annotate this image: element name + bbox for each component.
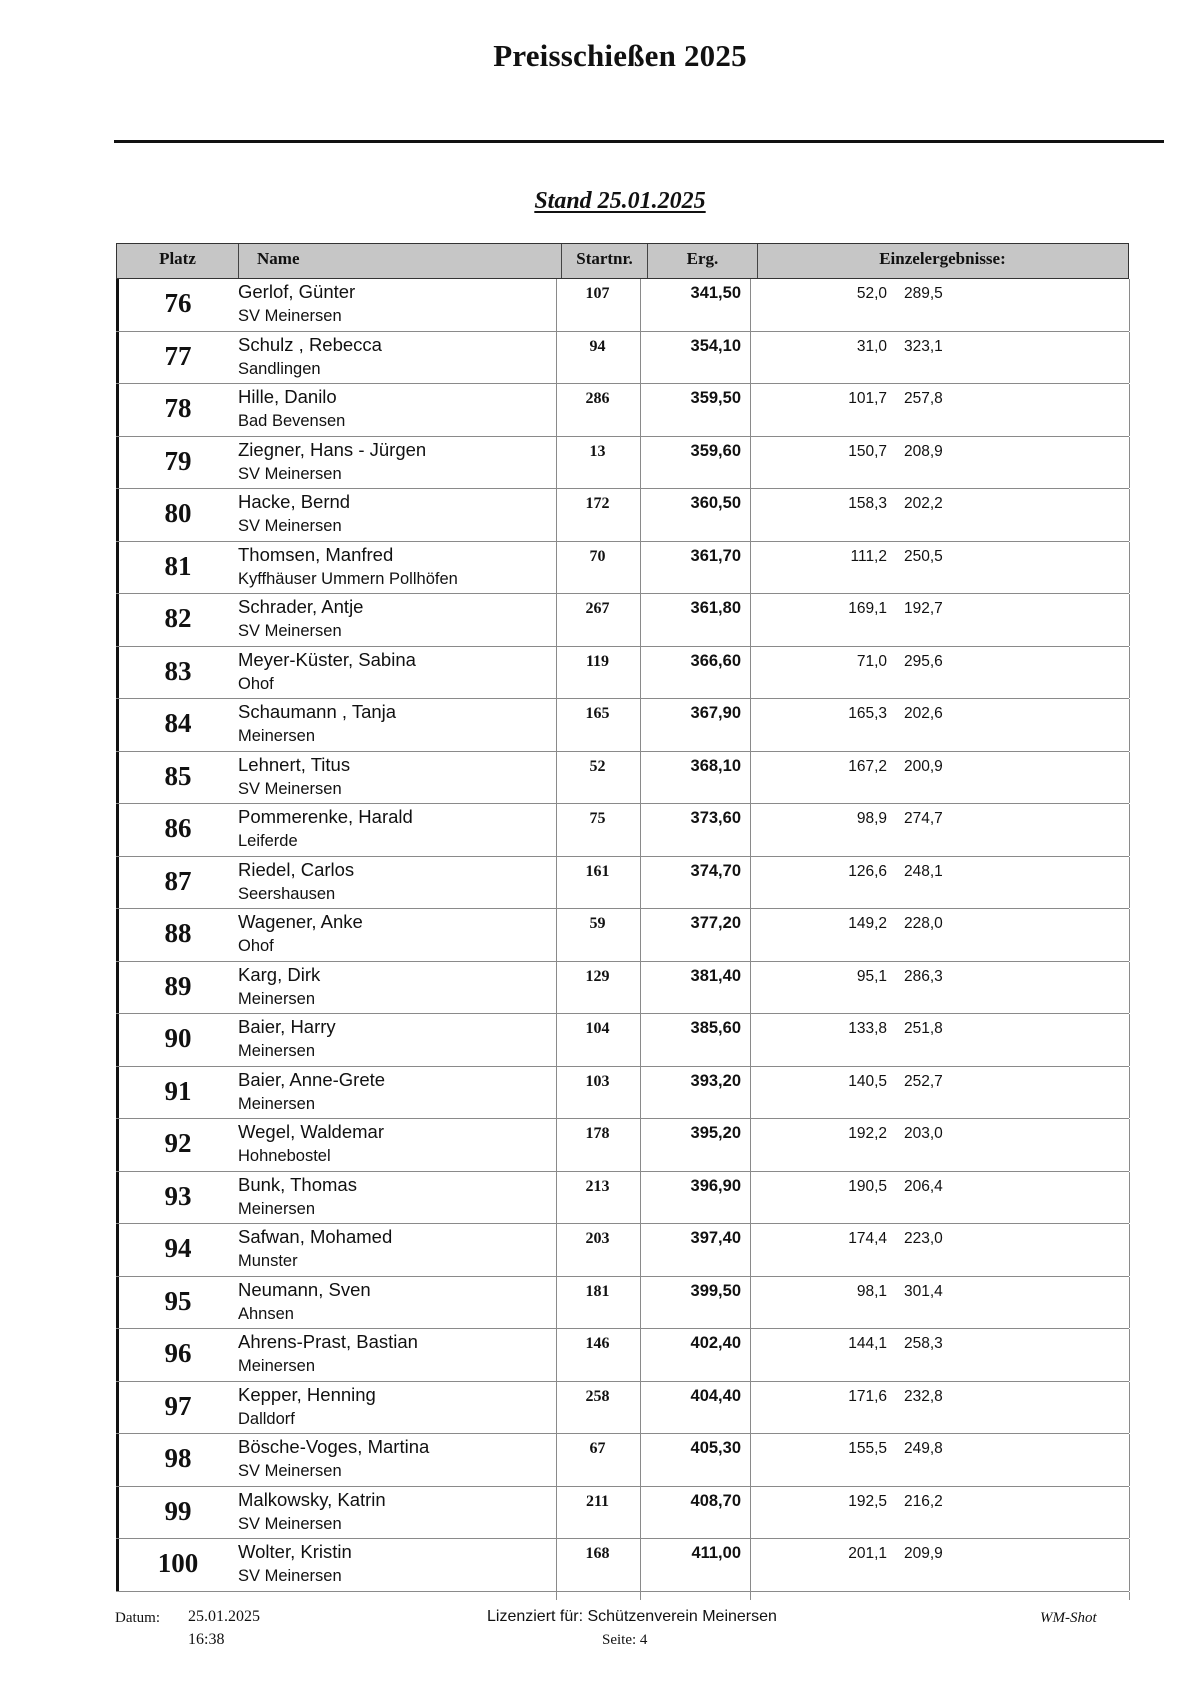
row-name: Bösche-Voges, Martina: [238, 1436, 430, 1457]
row-einzel-2: 257,8: [904, 390, 943, 407]
row-einzel-2: 192,7: [904, 600, 943, 617]
column-divider: [750, 857, 751, 909]
row-erg: 367,90: [690, 704, 741, 722]
row-platz: 93: [164, 1180, 192, 1211]
row-name: Wolter, Kristin: [238, 1541, 352, 1562]
row-einzel-1: 140,5: [848, 1072, 887, 1090]
column-divider: [750, 332, 751, 384]
stand-date: Stand 25.01.2025: [534, 188, 706, 214]
row-einzel-1: 150,7: [848, 442, 887, 460]
row-erg: 402,40: [690, 1334, 741, 1352]
row-erg: 399,50: [690, 1281, 741, 1300]
row-club: Leiferde: [238, 832, 298, 850]
row-einzel-2: 250,5: [904, 547, 943, 565]
results-table: [116, 243, 1129, 1600]
table-row: [116, 909, 1129, 962]
row-einzel-1: 192,5: [848, 1492, 887, 1510]
row-erg: 373,60: [690, 809, 741, 827]
row-club: SV Meinersen: [238, 622, 342, 640]
row-erg: 361,70: [690, 546, 741, 565]
row-erg: 393,20: [690, 1071, 741, 1090]
row-name: Baier, Anne-Grete: [238, 1068, 386, 1090]
row-einzel-2: 202,6: [904, 705, 943, 722]
row-platz: 92: [164, 1128, 192, 1158]
row-platz: 91: [164, 1075, 192, 1106]
row-platz: 98: [164, 1443, 192, 1473]
row-erg: 404,40: [690, 1386, 741, 1405]
row-club: SV Meinersen: [238, 1567, 342, 1585]
table-row: [116, 1434, 1129, 1487]
column-divider: [1129, 1277, 1130, 1329]
row-platz: 85: [164, 760, 192, 791]
row-platz: 78: [164, 393, 192, 423]
col-startnr: Startnr.: [561, 244, 647, 278]
row-erg: 374,70: [690, 861, 741, 880]
row-platz: 97: [164, 1390, 192, 1421]
row-startnr: 211: [585, 1492, 610, 1510]
row-club: Sandlingen: [238, 359, 321, 378]
row-club: Meinersen: [238, 1199, 316, 1218]
column-divider: [1129, 384, 1130, 436]
row-platz: 100: [157, 1548, 199, 1578]
row-name: Gerlof, Günter: [238, 281, 356, 302]
row-erg: 366,60: [690, 651, 741, 670]
column-divider: [750, 437, 751, 489]
row-einzel-2: 289,5: [904, 285, 943, 302]
row-platz: 89: [164, 970, 192, 1001]
row-einzel-2: 228,0: [904, 915, 943, 932]
row-club: Bad Bevensen: [238, 412, 346, 430]
column-divider: [750, 1224, 751, 1276]
table-row: [116, 1172, 1129, 1225]
row-club: Meinersen: [238, 727, 316, 745]
table-row: [116, 1067, 1129, 1120]
row-erg: 361,80: [690, 599, 741, 617]
table-row: [116, 437, 1129, 490]
row-startnr: 104: [585, 1020, 610, 1037]
row-name: Hacke, Bernd: [238, 491, 351, 512]
row-platz: 96: [164, 1338, 192, 1368]
table-row: [116, 962, 1129, 1015]
row-erg: 377,20: [690, 914, 741, 932]
row-name: Kepper, Henning: [238, 1383, 376, 1405]
column-divider: [1129, 1329, 1130, 1381]
row-platz: 80: [164, 498, 192, 528]
row-club: Ahnsen: [238, 1304, 294, 1323]
column-divider: [1129, 1539, 1130, 1591]
column-divider: [1129, 437, 1130, 489]
row-startnr: 267: [585, 600, 610, 617]
row-startnr: 161: [585, 862, 610, 880]
row-startnr: 146: [585, 1335, 610, 1352]
row-startnr: 52: [589, 757, 606, 775]
row-club: Meinersen: [238, 1094, 316, 1113]
row-startnr: 75: [589, 810, 606, 827]
row-club: Meinersen: [238, 1042, 316, 1060]
row-platz: 83: [164, 655, 192, 686]
row-name: Wegel, Waldemar: [238, 1121, 384, 1142]
row-name: Ziegner, Hans - Jürgen: [238, 438, 427, 460]
row-erg: 341,50: [690, 284, 741, 302]
row-einzel-1: 31,0: [856, 337, 887, 355]
table-row: [116, 1487, 1129, 1540]
row-club: SV Meinersen: [238, 517, 342, 535]
row-platz: 77: [164, 340, 192, 371]
row-erg: 385,60: [690, 1019, 741, 1037]
table-row: [116, 1277, 1129, 1330]
col-erg: Erg.: [647, 244, 757, 278]
row-einzel-2: 232,8: [904, 1387, 943, 1405]
row-startnr: 203: [585, 1230, 610, 1247]
row-einzel-2: 248,1: [904, 862, 943, 880]
row-name: Meyer-Küster, Sabina: [238, 648, 416, 670]
row-einzel-1: 52,0: [856, 285, 887, 302]
row-startnr: 172: [585, 495, 610, 512]
footer-datum-label: Datum:: [115, 1610, 160, 1626]
row-platz: 99: [164, 1495, 192, 1526]
row-startnr: 13: [589, 442, 606, 460]
row-platz: 86: [164, 813, 192, 843]
row-einzel-1: 171,6: [848, 1387, 887, 1405]
row-einzel-1: 144,1: [848, 1335, 887, 1352]
row-startnr: 129: [585, 967, 610, 985]
row-einzel-1: 167,2: [848, 757, 887, 775]
table-row: [116, 279, 1129, 332]
column-divider: [1129, 1067, 1130, 1119]
column-divider: [750, 1487, 751, 1539]
row-club: Meinersen: [238, 989, 316, 1008]
column-divider: [1129, 279, 1130, 331]
footer-brand: WM-Shot: [1040, 1610, 1097, 1626]
row-erg: 360,50: [690, 494, 741, 512]
table-row: [116, 542, 1129, 595]
column-divider: [1129, 962, 1130, 1014]
row-erg: 395,20: [690, 1124, 741, 1142]
column-divider: [1129, 594, 1130, 646]
column-divider: [750, 1119, 751, 1171]
row-platz: 76: [164, 288, 192, 318]
row-platz: 87: [164, 865, 192, 896]
row-erg: 359,50: [690, 389, 741, 407]
row-einzel-2: 208,9: [904, 442, 943, 460]
col-einzel: Einzelergebnisse:: [757, 244, 1127, 278]
table-row: [116, 384, 1129, 437]
row-erg: 368,10: [690, 756, 741, 775]
row-club: Meinersen: [238, 1357, 316, 1375]
row-name: Malkowsky, Katrin: [238, 1488, 386, 1510]
column-divider: [750, 647, 751, 699]
row-platz: 82: [164, 603, 192, 633]
row-startnr: 286: [585, 390, 610, 407]
table-row: [116, 1014, 1129, 1067]
row-platz: 81: [164, 550, 192, 581]
footer-page: Seite: 4: [602, 1632, 648, 1648]
row-einzel-2: 274,7: [904, 810, 943, 827]
row-einzel-1: 174,4: [848, 1230, 887, 1247]
row-einzel-2: 249,8: [904, 1440, 943, 1457]
footer-date: 25.01.2025: [188, 1608, 260, 1625]
row-einzel-2: 209,9: [904, 1545, 943, 1562]
row-club: Seershausen: [238, 884, 336, 903]
row-startnr: 107: [585, 285, 610, 302]
page-footer: [0, 1607, 1200, 1667]
row-name: Schulz , Rebecca: [238, 333, 382, 355]
row-startnr: 70: [589, 547, 606, 565]
row-einzel-1: 111,2: [850, 547, 887, 565]
table-row: [116, 1539, 1129, 1592]
row-startnr: 168: [585, 1545, 610, 1562]
column-divider: [1129, 1119, 1130, 1171]
row-club: SV Meinersen: [238, 1462, 342, 1480]
table-row: [116, 594, 1129, 647]
row-platz: 94: [164, 1233, 192, 1263]
row-startnr: 103: [585, 1072, 610, 1090]
row-startnr: 178: [585, 1125, 610, 1142]
row-einzel-1: 98,9: [856, 810, 887, 827]
row-name: Karg, Dirk: [238, 963, 321, 985]
column-divider: [750, 279, 751, 331]
row-einzel-1: 192,2: [848, 1125, 887, 1142]
column-divider: [1129, 1434, 1130, 1486]
row-einzel-1: 133,8: [848, 1020, 887, 1037]
table-row: [116, 804, 1129, 857]
row-einzel-2: 301,4: [904, 1282, 943, 1300]
row-name: Lehnert, Titus: [238, 753, 351, 775]
row-startnr: 165: [585, 705, 610, 722]
column-divider: [750, 962, 751, 1014]
column-divider: [750, 1329, 751, 1381]
column-divider: [750, 752, 751, 804]
row-club: Kyffhäuser Ummern Pollhöfen: [238, 569, 458, 588]
row-einzel-1: 190,5: [848, 1177, 887, 1195]
row-club: Munster: [238, 1252, 298, 1270]
row-einzel-1: 201,1: [848, 1545, 887, 1562]
row-platz: 84: [164, 708, 192, 738]
column-divider: [750, 542, 751, 594]
table-row: [116, 1329, 1129, 1382]
column-divider: [1129, 909, 1130, 961]
row-einzel-1: 71,0: [856, 652, 887, 670]
row-einzel-1: 158,3: [848, 495, 887, 512]
table-row: [116, 647, 1129, 700]
row-club: SV Meinersen: [238, 1514, 342, 1533]
row-erg: 359,60: [690, 441, 741, 460]
row-startnr: 119: [585, 652, 610, 670]
row-einzel-2: 286,3: [904, 967, 943, 985]
table-row: [116, 1224, 1129, 1277]
row-name: Pommerenke, Harald: [238, 806, 413, 827]
table-row: [116, 1119, 1129, 1172]
page-title: Preisschießen 2025: [493, 38, 747, 73]
column-divider: [1129, 1382, 1130, 1434]
table-header: [116, 243, 1129, 279]
row-name: Schaumann , Tanja: [238, 701, 397, 722]
footer-license: Lizenziert für: Schützenverein Meinersen: [487, 1608, 777, 1625]
column-divider: [750, 804, 751, 856]
row-einzel-2: 258,3: [904, 1335, 943, 1352]
column-divider: [1129, 647, 1130, 699]
row-einzel-2: 251,8: [904, 1020, 943, 1037]
row-erg: 405,30: [690, 1439, 741, 1457]
row-einzel-2: 202,2: [904, 495, 943, 512]
col-name: Name: [238, 244, 561, 278]
column-divider: [1129, 857, 1130, 909]
footer-time: 16:38: [188, 1631, 225, 1648]
row-einzel-2: 323,1: [904, 337, 943, 355]
column-divider: [1129, 489, 1130, 541]
row-einzel-2: 203,0: [904, 1125, 943, 1142]
row-name: Hille, Danilo: [238, 386, 337, 407]
row-name: Schrader, Antje: [238, 596, 364, 617]
row-einzel-1: 101,7: [848, 390, 887, 407]
table-row: [116, 699, 1129, 752]
row-einzel-2: 200,9: [904, 757, 943, 775]
table-row: [116, 489, 1129, 542]
row-name: Neumann, Sven: [238, 1278, 371, 1300]
row-startnr: 181: [585, 1282, 610, 1300]
row-einzel-1: 149,2: [848, 915, 887, 932]
row-club: Hohnebostel: [238, 1147, 331, 1165]
row-einzel-2: 206,4: [904, 1177, 943, 1195]
column-divider: [750, 384, 751, 436]
row-name: Bunk, Thomas: [238, 1173, 357, 1195]
row-einzel-2: 223,0: [904, 1230, 943, 1247]
row-startnr: 94: [589, 337, 606, 355]
row-club: SV Meinersen: [238, 779, 342, 798]
row-einzel-1: 95,1: [856, 967, 887, 985]
column-divider: [750, 1067, 751, 1119]
table-row: [116, 752, 1129, 805]
column-divider: [1129, 1224, 1130, 1276]
column-divider: [1129, 1172, 1130, 1224]
row-club: Dalldorf: [238, 1409, 295, 1428]
column-divider: [750, 594, 751, 646]
row-startnr: 67: [589, 1440, 606, 1457]
column-divider: [1129, 1487, 1130, 1539]
table-row: [116, 857, 1129, 910]
row-platz: 79: [164, 445, 192, 476]
row-erg: 408,70: [690, 1491, 741, 1510]
column-divider: [1129, 1014, 1130, 1066]
column-divider: [750, 1539, 751, 1591]
row-club: SV Meinersen: [238, 307, 342, 325]
row-platz: 95: [164, 1285, 192, 1316]
column-divider: [750, 489, 751, 541]
row-einzel-2: 295,6: [904, 652, 943, 670]
table-row: [116, 332, 1129, 385]
row-club: SV Meinersen: [238, 464, 342, 483]
column-divider: [750, 1014, 751, 1066]
header-rule: [114, 140, 1164, 143]
column-divider: [1129, 699, 1130, 751]
row-einzel-1: 165,3: [848, 705, 887, 722]
row-platz: 90: [164, 1023, 192, 1053]
row-name: Baier, Harry: [238, 1016, 336, 1037]
row-einzel-2: 216,2: [904, 1492, 943, 1510]
row-name: Safwan, Mohamed: [238, 1226, 393, 1247]
row-startnr: 59: [589, 915, 606, 932]
row-name: Thomsen, Manfred: [238, 543, 394, 565]
row-name: Ahrens-Prast, Bastian: [238, 1331, 418, 1352]
row-startnr: 258: [585, 1387, 610, 1405]
column-divider: [750, 1382, 751, 1434]
row-erg: 411,00: [691, 1544, 741, 1562]
row-einzel-1: 98,1: [856, 1282, 887, 1300]
row-einzel-2: 252,7: [904, 1072, 943, 1090]
row-club: Ohof: [238, 937, 274, 955]
row-club: Ohof: [238, 674, 274, 693]
column-divider: [750, 699, 751, 751]
table-body: [116, 279, 1129, 1592]
column-divider: [750, 909, 751, 961]
table-row: [116, 1382, 1129, 1435]
col-platz: Platz: [159, 249, 196, 268]
row-name: Riedel, Carlos: [238, 858, 355, 880]
row-einzel-1: 155,5: [848, 1440, 887, 1457]
column-divider: [750, 1434, 751, 1486]
row-einzel-1: 169,1: [848, 600, 887, 617]
row-einzel-1: 126,6: [848, 862, 887, 880]
row-name: Wagener, Anke: [238, 911, 363, 932]
column-divider: [1129, 804, 1130, 856]
column-divider: [750, 1172, 751, 1224]
column-divider: [1129, 332, 1130, 384]
row-erg: 397,40: [690, 1229, 741, 1247]
column-divider: [750, 1277, 751, 1329]
column-divider: [1129, 752, 1130, 804]
table-tail: [116, 1592, 1129, 1600]
row-platz: 88: [164, 918, 192, 948]
row-erg: 381,40: [690, 966, 741, 985]
row-erg: 354,10: [690, 336, 741, 355]
row-erg: 396,90: [690, 1176, 741, 1195]
row-startnr: 213: [585, 1177, 610, 1195]
column-divider: [1129, 542, 1130, 594]
